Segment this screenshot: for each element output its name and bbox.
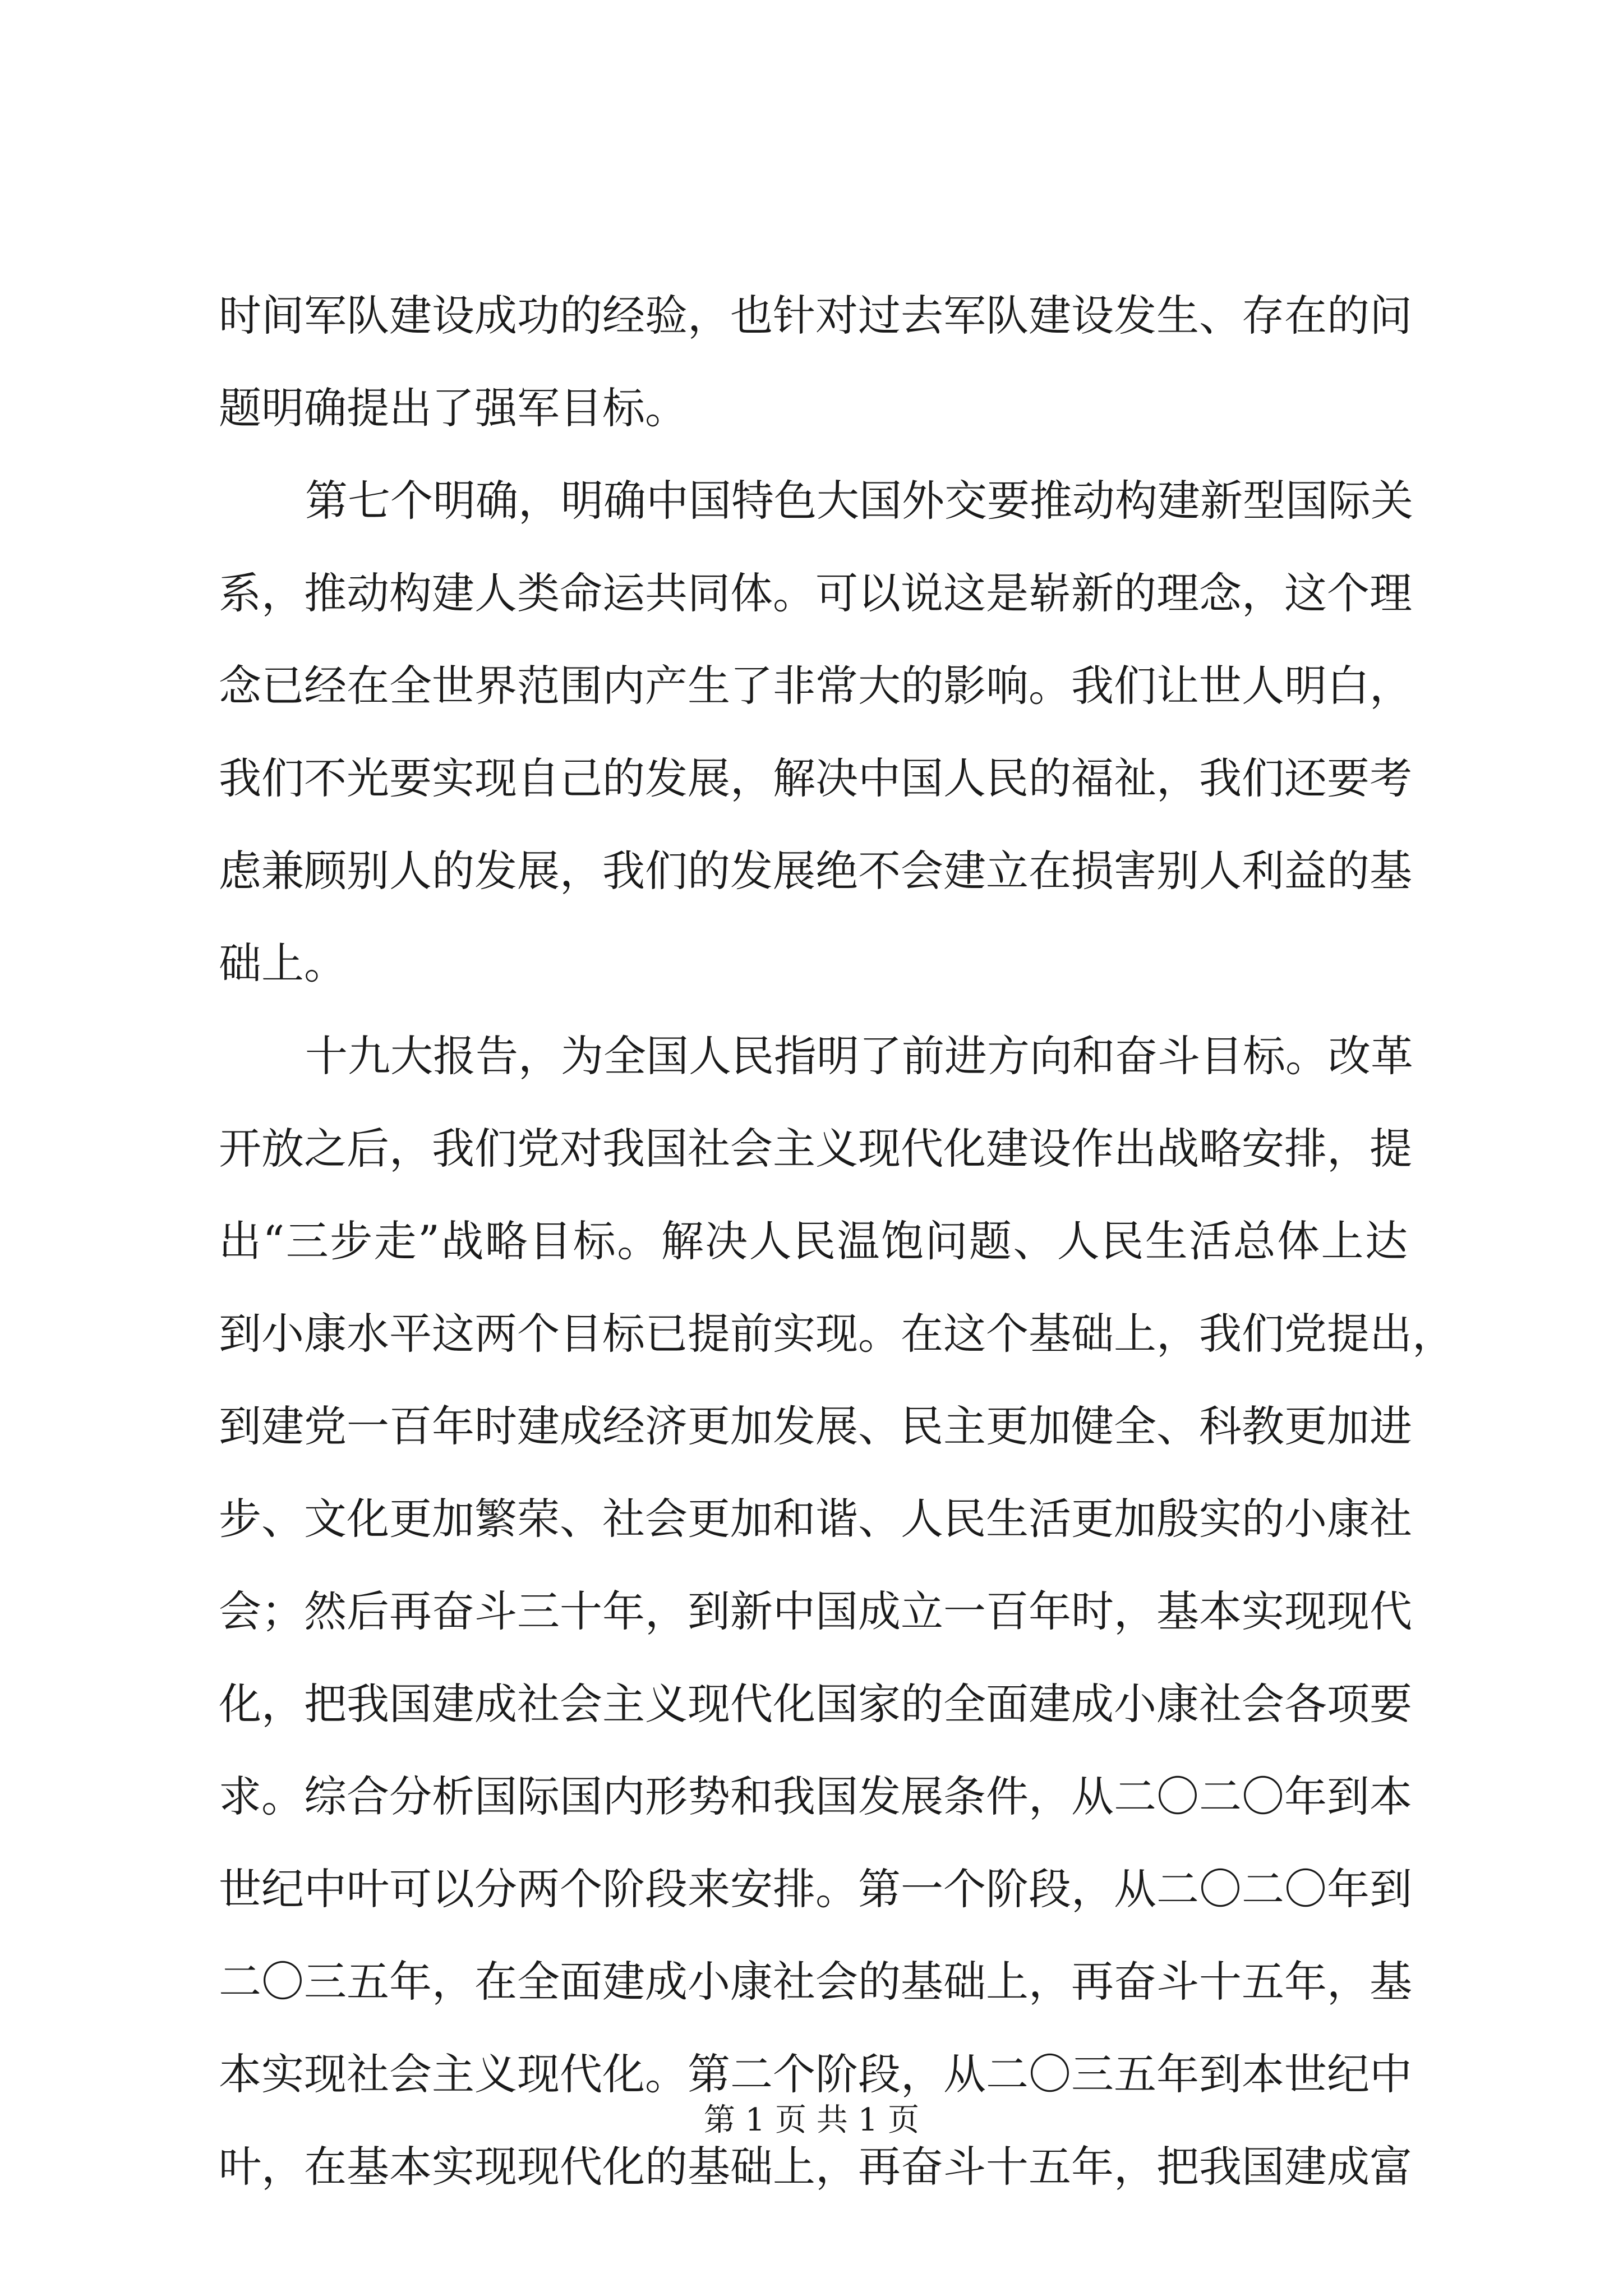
text-line: 到建党一百年时建成经济更加发展、民主更加健全、科教更加进 [219, 1401, 1412, 1451]
text-line: 到小康水平这两个目标已提前实现。在这个基础上，我们党提出， [219, 1309, 1455, 1359]
text-line: 求。综合分析国际国内形势和我国发展条件，从二〇二〇年到本 [219, 1772, 1412, 1821]
text-line: 出“三步走”战略目标。解决人民温饱问题、人民生活总体上达 [219, 1216, 1408, 1266]
text-line: 步、文化更加繁荣、社会更加和谐、人民生活更加殷实的小康社 [219, 1494, 1412, 1544]
page-footer: 第 1 页 共 1 页 [703, 2102, 920, 2138]
text-line: 虑兼顾别人的发展，我们的发展绝不会建立在损害别人利益的基 [219, 846, 1412, 896]
text-line: 系，推动构建人类命运共同体。可以说这是崭新的理念，这个理 [219, 568, 1412, 618]
text-line: 时间军队建设成功的经验，也针对过去军队建设发生、存在的问 [219, 291, 1412, 341]
text-line: 我们不光要实现自己的发展，解决中国人民的福祉，我们还要考 [219, 753, 1412, 803]
text-line: 二〇三五年，在全面建成小康社会的基础上，再奋斗十五年，基 [219, 1957, 1412, 2007]
text-line: 念已经在全世界范围内产生了非常大的影响。我们让世人明白， [219, 661, 1412, 711]
text-line: 题明确提出了强军目标。 [219, 383, 688, 433]
text-line: 化，把我国建成社会主义现代化国家的全面建成小康社会各项要 [219, 1679, 1412, 1729]
text-line: 本实现社会主义现代化。第二个阶段，从二〇三五年到本世纪中 [219, 2049, 1412, 2099]
text-line: 十九大报告，为全国人民指明了前进方向和奋斗目标。改革 [305, 1031, 1413, 1081]
text-line: 叶，在基本实现现代化的基础上，再奋斗十五年，把我国建成富 [219, 2142, 1412, 2192]
text-line: 第七个明确，明确中国特色大国外交要推动构建新型国际关 [305, 476, 1413, 526]
text-line: 开放之后，我们党对我国社会主义现代化建设作出战略安排，提 [219, 1124, 1412, 1174]
text-line: 础上。 [219, 938, 347, 988]
document-body [219, 269, 1455, 2213]
text-line: 世纪中叶可以分两个阶段来安排。第一个阶段，从二〇二〇年到 [219, 1864, 1412, 1914]
text-line: 会；然后再奋斗三十年，到新中国成立一百年时，基本实现现代 [219, 1586, 1412, 1636]
